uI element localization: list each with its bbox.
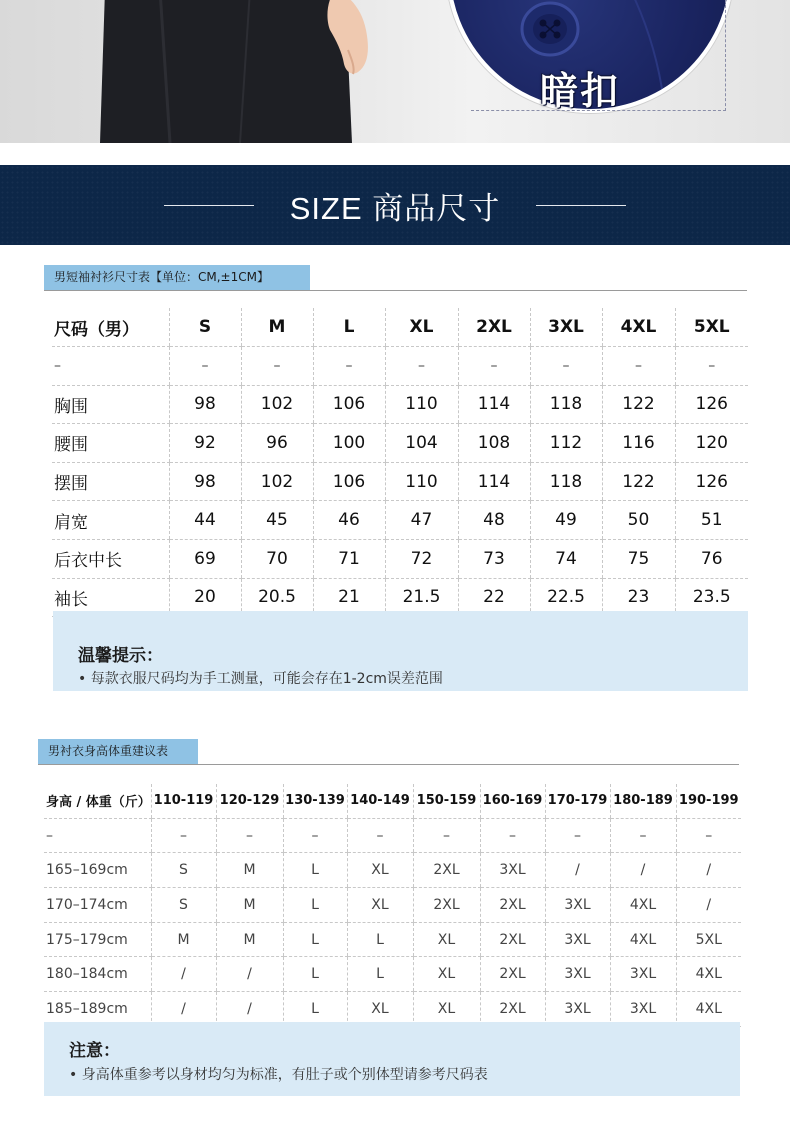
table-cell: 51 [675, 501, 748, 540]
row-label: 180–184cm [44, 957, 151, 992]
table-cell: 126 [675, 462, 748, 501]
fit-chart-rule [38, 764, 739, 765]
table-cell: 21.5 [385, 578, 458, 617]
table-cell: 76 [675, 539, 748, 578]
table-cell: 92 [169, 424, 241, 463]
size-note-title: 温馨提示： [78, 646, 163, 666]
table-cell: / [610, 853, 676, 888]
column-header: 140-149 [347, 784, 413, 818]
table-cell: 2XL [480, 957, 545, 992]
size-chart-table [52, 308, 748, 617]
hidden-button-label: 暗扣 [540, 69, 621, 113]
row-label: 175–179cm [44, 922, 151, 957]
table-row [44, 888, 741, 923]
table-cell: 106 [313, 385, 385, 424]
table-row [52, 424, 748, 463]
table-cell: 3XL [545, 992, 610, 1027]
table-cell: 3XL [545, 922, 610, 957]
table-cell: 118 [530, 462, 602, 501]
fit-note-title: 注意： [69, 1041, 120, 1061]
row-label: 摆围 [52, 462, 169, 501]
table-cell: 45 [241, 501, 313, 540]
table-cell: 116 [602, 424, 675, 463]
table-cell: 112 [530, 424, 602, 463]
table-cell: L [283, 992, 347, 1027]
table-cell: 122 [602, 462, 675, 501]
table-row [44, 853, 741, 888]
column-header: 4XL [602, 308, 675, 347]
column-header: 190-199 [676, 784, 741, 818]
row-label: 后衣中长 [52, 539, 169, 578]
section-banner [0, 165, 790, 245]
table-cell: 108 [458, 424, 530, 463]
table-cell: / [151, 957, 216, 992]
table-cell: 110 [385, 385, 458, 424]
table-cell: 46 [313, 501, 385, 540]
table-cell: XL [413, 992, 480, 1027]
table-cell: – [602, 347, 675, 386]
column-header: 3XL [530, 308, 602, 347]
table-cell: L [347, 957, 413, 992]
table-cell: 102 [241, 462, 313, 501]
row-label: – [52, 347, 169, 386]
table-cell: 20 [169, 578, 241, 617]
row-label: 185–189cm [44, 992, 151, 1027]
table-cell: XL [413, 922, 480, 957]
table-cell: 114 [458, 462, 530, 501]
table-cell: 3XL [610, 992, 676, 1027]
table-cell: XL [347, 992, 413, 1027]
table-cell: L [283, 888, 347, 923]
column-header: 180-189 [610, 784, 676, 818]
table-cell: – [413, 818, 480, 853]
row-label: 袖长 [52, 578, 169, 617]
banner-title: SIZE 商品尺寸 [289, 190, 501, 226]
table-cell: 21 [313, 578, 385, 617]
table-header-row [52, 308, 748, 347]
model-trousers-image [100, 0, 370, 143]
table-cell: – [283, 818, 347, 853]
table-cell: 23.5 [675, 578, 748, 617]
table-cell: 104 [385, 424, 458, 463]
table-cell: M [151, 922, 216, 957]
banner-divider-left [164, 205, 254, 206]
table-cell: 4XL [676, 957, 741, 992]
row-label: 腰围 [52, 424, 169, 463]
table-cell: – [347, 818, 413, 853]
size-chart-tag: 男短袖衬衫尺寸表【单位：CM,±1CM】 [44, 265, 310, 290]
callout-dash-line-vertical [725, 0, 726, 111]
row-label: 肩宽 [52, 501, 169, 540]
table-cell: M [216, 922, 283, 957]
table-row [52, 385, 748, 424]
table-cell: 4XL [676, 992, 741, 1027]
table-cell: L [347, 922, 413, 957]
table-cell: – [313, 347, 385, 386]
column-header: 尺码（男） [52, 308, 169, 347]
table-cell: 114 [458, 385, 530, 424]
table-cell: 5XL [676, 922, 741, 957]
table-cell: L [283, 922, 347, 957]
table-cell: 122 [602, 385, 675, 424]
table-cell: 2XL [480, 922, 545, 957]
table-cell: – [545, 818, 610, 853]
column-header: 5XL [675, 308, 748, 347]
column-header: XL [385, 308, 458, 347]
table-cell: – [216, 818, 283, 853]
table-cell: – [151, 818, 216, 853]
table-cell: 126 [675, 385, 748, 424]
table-cell: 47 [385, 501, 458, 540]
table-cell: 106 [313, 462, 385, 501]
table-cell: 69 [169, 539, 241, 578]
column-header: 130-139 [283, 784, 347, 818]
column-header: L [313, 308, 385, 347]
table-header-row [44, 784, 741, 818]
table-cell: / [216, 992, 283, 1027]
table-cell: 4XL [610, 922, 676, 957]
table-cell: 98 [169, 385, 241, 424]
size-chart-note [53, 611, 748, 691]
table-cell: / [676, 888, 741, 923]
table-cell: 98 [169, 462, 241, 501]
column-header: 110-119 [151, 784, 216, 818]
table-cell: / [676, 853, 741, 888]
table-cell: 48 [458, 501, 530, 540]
table-cell: / [545, 853, 610, 888]
size-note-text: • 每款衣服尺码均为手工测量，可能会存在1-2cm误差范围 [78, 671, 443, 687]
fit-chart-tag: 男衬衣身高体重建议表 [38, 739, 198, 764]
table-cell: 4XL [610, 888, 676, 923]
row-label: 胸围 [52, 385, 169, 424]
column-header: 2XL [458, 308, 530, 347]
table-cell: 2XL [413, 853, 480, 888]
table-cell: 70 [241, 539, 313, 578]
table-cell: 22.5 [530, 578, 602, 617]
table-cell: 74 [530, 539, 602, 578]
table-cell: – [480, 818, 545, 853]
column-header: M [241, 308, 313, 347]
column-header: 身高 / 体重（斤） [44, 784, 151, 818]
table-cell: 2XL [480, 888, 545, 923]
table-cell: 3XL [610, 957, 676, 992]
table-cell: 20.5 [241, 578, 313, 617]
table-cell: 22 [458, 578, 530, 617]
column-header: 170-179 [545, 784, 610, 818]
row-label: – [44, 818, 151, 853]
table-cell: 3XL [480, 853, 545, 888]
table-row [44, 922, 741, 957]
table-cell: – [169, 347, 241, 386]
table-cell: 96 [241, 424, 313, 463]
table-cell: 23 [602, 578, 675, 617]
table-cell: / [151, 992, 216, 1027]
table-cell: S [151, 853, 216, 888]
table-row [52, 539, 748, 578]
table-cell: XL [347, 888, 413, 923]
table-cell: 118 [530, 385, 602, 424]
row-label: 170–174cm [44, 888, 151, 923]
table-cell: 75 [602, 539, 675, 578]
table-cell: 120 [675, 424, 748, 463]
table-cell: – [675, 347, 748, 386]
table-row [52, 462, 748, 501]
table-cell: 2XL [480, 992, 545, 1027]
fit-note-text: • 身高体重参考以身材均匀为标准，有肚子或个别体型请参考尺码表 [69, 1067, 488, 1083]
table-cell: 3XL [545, 888, 610, 923]
table-row [52, 347, 748, 386]
table-cell: M [216, 853, 283, 888]
column-header: S [169, 308, 241, 347]
table-cell: XL [413, 957, 480, 992]
size-chart-rule [44, 290, 747, 291]
product-photo [0, 0, 790, 143]
table-cell: – [530, 347, 602, 386]
table-cell: 110 [385, 462, 458, 501]
fit-chart-note [44, 1022, 740, 1096]
table-cell: S [151, 888, 216, 923]
table-cell: 49 [530, 501, 602, 540]
table-cell: – [458, 347, 530, 386]
table-cell: 73 [458, 539, 530, 578]
table-cell: 50 [602, 501, 675, 540]
table-cell: M [216, 888, 283, 923]
table-cell: 3XL [545, 957, 610, 992]
column-header: 120-129 [216, 784, 283, 818]
table-cell: / [216, 957, 283, 992]
table-row [52, 501, 748, 540]
table-cell: 100 [313, 424, 385, 463]
table-cell: XL [347, 853, 413, 888]
fit-chart-table [44, 784, 741, 1027]
column-header: 150-159 [413, 784, 480, 818]
table-cell: – [241, 347, 313, 386]
table-cell: – [676, 818, 741, 853]
table-cell: 71 [313, 539, 385, 578]
table-cell: – [385, 347, 458, 386]
table-cell: – [610, 818, 676, 853]
banner-divider-right [536, 205, 626, 206]
row-label: 165–169cm [44, 853, 151, 888]
table-row [44, 957, 741, 992]
table-cell: 72 [385, 539, 458, 578]
table-cell: L [283, 853, 347, 888]
table-cell: 44 [169, 501, 241, 540]
column-header: 160-169 [480, 784, 545, 818]
table-row [44, 818, 741, 853]
table-cell: L [283, 957, 347, 992]
table-cell: 2XL [413, 888, 480, 923]
table-cell: 102 [241, 385, 313, 424]
